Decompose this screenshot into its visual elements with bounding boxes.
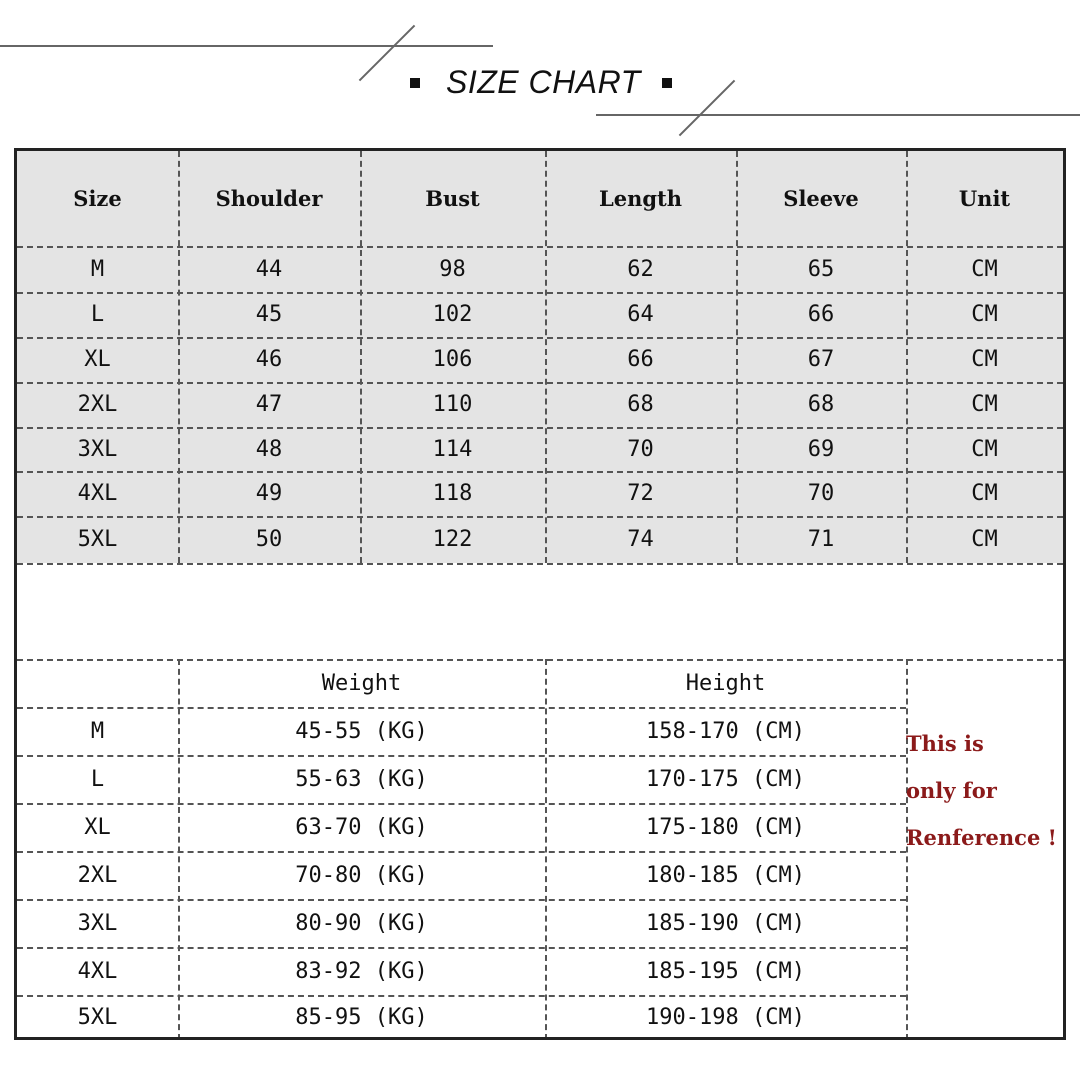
size-table-cell: CM: [971, 527, 998, 552]
size-table-cell: 44: [255, 256, 283, 282]
size-table-cell: 69: [807, 436, 835, 462]
reference-note-line-3: Renference !: [906, 825, 1057, 850]
fit-table-cell: L: [90, 766, 105, 792]
size-table-header-cell: Bust: [425, 186, 480, 211]
fit-table-column-divider: [178, 659, 180, 1040]
fit-table-header-cell: Height: [685, 670, 766, 696]
size-table-cell: 5XL: [77, 527, 118, 552]
size-table-cell: 74: [627, 527, 654, 552]
fit-table-cell: 63-70 (KG): [295, 814, 428, 840]
fit-table-cell: 180-185 (CM): [646, 862, 805, 888]
size-table-cell: CM: [971, 436, 998, 462]
size-table-column-divider: [545, 151, 547, 563]
size-table-cell: CM: [971, 256, 998, 282]
size-table-header-cell: Size: [73, 186, 122, 211]
size-table-cell: 45: [255, 302, 283, 327]
page-title: SIZE CHART: [446, 64, 641, 100]
size-table-cell: 50: [255, 527, 283, 552]
size-table-cell: 72: [627, 481, 654, 506]
size-table-cell: 48: [255, 436, 283, 462]
size-table-cell: 66: [627, 347, 654, 372]
size-table-cell: 64: [627, 302, 654, 327]
size-table-cell: 70: [627, 436, 654, 462]
size-table-cell: 110: [432, 392, 473, 417]
size-table-cell: CM: [971, 392, 998, 417]
fit-table-cell: 5XL: [77, 1005, 118, 1030]
size-chart-frame: [14, 148, 1066, 1040]
size-table-cell: 49: [255, 481, 283, 506]
fit-table-cell: 70-80 (KG): [295, 862, 428, 888]
size-table-cell: 98: [439, 256, 466, 282]
size-table-column-divider: [906, 151, 908, 563]
fit-table-cell: 3XL: [77, 910, 118, 936]
reference-note: [906, 720, 1056, 861]
reference-note-line-1: This is: [906, 731, 984, 756]
fit-table-cell: XL: [84, 814, 111, 840]
fit-table-cell: 175-180 (CM): [646, 814, 805, 840]
size-table-cell: 68: [807, 392, 835, 417]
size-table-cell: 106: [432, 347, 473, 372]
fit-table-cell: 83-92 (KG): [295, 958, 428, 984]
decor-line-bottom-right: [596, 114, 1080, 116]
size-table-cell: 2XL: [77, 392, 118, 417]
fit-table-cell: 170-175 (CM): [646, 766, 805, 792]
size-table-cell: 65: [807, 256, 835, 282]
fit-table-cell: 45-55 (KG): [295, 718, 428, 744]
fit-table-row-divider: [17, 947, 906, 949]
size-table-cell: 66: [807, 302, 835, 327]
size-table-cell: 114: [432, 436, 473, 462]
size-table-cell: XL: [84, 347, 111, 372]
size-table-cell: 62: [627, 256, 654, 282]
size-table-cell: 3XL: [77, 436, 118, 462]
size-table-cell: 70: [807, 481, 835, 506]
fit-table-row-divider: [17, 851, 906, 853]
fit-table-cell: 55-63 (KG): [295, 766, 428, 792]
size-table-cell: CM: [971, 347, 998, 372]
size-table-cell: 4XL: [77, 481, 118, 506]
fit-table-cell: 190-198 (CM): [646, 1005, 805, 1030]
fit-table-column-divider: [545, 659, 547, 1040]
title-bullet-right-icon: [662, 78, 672, 88]
reference-note-line-2: only for: [906, 778, 997, 803]
size-table-cell: CM: [971, 302, 998, 327]
fit-table-row-divider: [17, 803, 906, 805]
size-table-cell: 71: [807, 527, 835, 552]
size-table-cell: 68: [627, 392, 654, 417]
fit-table-cell: 85-95 (KG): [295, 1005, 428, 1030]
size-table-column-divider: [360, 151, 362, 563]
fit-table-cell: M: [90, 718, 105, 744]
size-table-cell: 118: [432, 481, 473, 506]
fit-table-header-cell: [17, 659, 178, 707]
size-table-cell: M: [90, 256, 105, 282]
fit-table-header-cell: Weight: [321, 670, 402, 696]
fit-table-cell: 185-190 (CM): [646, 910, 805, 936]
size-table-column-divider: [178, 151, 180, 563]
size-table-header-cell: Unit: [958, 186, 1011, 211]
size-table-cell: 46: [255, 347, 283, 372]
size-table-cell: CM: [971, 481, 998, 506]
size-table-column-divider: [736, 151, 738, 563]
fit-table-row-divider: [17, 995, 906, 997]
size-table-cell: 47: [255, 392, 283, 417]
fit-table-cell: 158-170 (CM): [646, 718, 805, 744]
size-table-cell: 67: [807, 347, 835, 372]
size-table-header-cell: Sleeve: [783, 186, 859, 211]
size-table-bottom-divider: [17, 563, 1063, 565]
fit-table-cell: 185-195 (CM): [646, 958, 805, 984]
size-table-cell: 122: [432, 527, 473, 552]
fit-table-cell: 2XL: [77, 862, 118, 888]
fit-table-row-divider: [17, 899, 906, 901]
fit-table-row-divider: [17, 755, 906, 757]
size-table-cell: 102: [432, 302, 473, 327]
fit-table-row-divider: [17, 707, 906, 709]
title-block: [400, 62, 690, 106]
size-table-cell: L: [90, 302, 105, 327]
size-table-header-cell: Shoulder: [215, 186, 323, 211]
fit-table-cell: 80-90 (KG): [295, 910, 428, 936]
fit-table-cell: 4XL: [77, 958, 118, 984]
size-table-header-cell: Length: [598, 186, 683, 211]
title-bullet-left-icon: [410, 78, 420, 88]
decor-line-top-left: [0, 45, 493, 47]
